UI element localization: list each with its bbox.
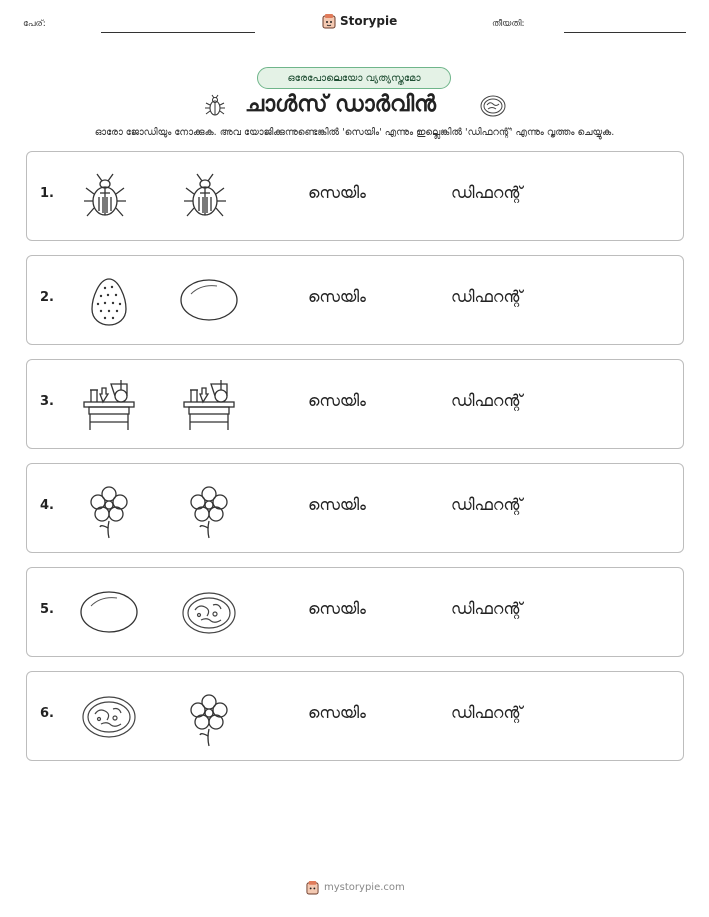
- question-row-3: [26, 359, 684, 449]
- fossil-pie-icon: [181, 590, 237, 636]
- lab-table-icon: [181, 376, 237, 432]
- instructions: ഓരോ ജോഡിയും നോക്കുക. അവ യോജിക്കുന്നുണ്ടെങ്കിൽ 'സെയിം' എന്നും ഇല്ലെങ്കിൽ 'ഡിഫറന്റ്' എന്നും വൃത്തം ചെയ്യുക.: [94, 127, 615, 138]
- question-row-5: [26, 567, 684, 657]
- question-number: 5.: [40, 602, 54, 617]
- beetle-icon: [203, 94, 227, 118]
- storypie-icon: [306, 880, 319, 895]
- name-line[interactable]: [101, 32, 255, 33]
- question-number: 6.: [40, 706, 54, 721]
- date-line[interactable]: [564, 32, 686, 33]
- different-option[interactable]: ഡിഫറന്റ്: [451, 391, 523, 410]
- beetle-icon: [81, 172, 129, 220]
- beetle-icon: [181, 172, 229, 220]
- same-option[interactable]: സെയിം: [308, 599, 366, 618]
- same-option[interactable]: സെയിം: [308, 183, 366, 202]
- question-row-1: [26, 151, 684, 241]
- flower-icon: [185, 480, 233, 540]
- different-option[interactable]: ഡിഫറന്റ്: [451, 703, 523, 722]
- fossil-icon: [479, 94, 507, 118]
- question-row-4: [26, 463, 684, 553]
- footer-url[interactable]: mystorypie.com: [324, 882, 405, 893]
- flower-icon: [85, 480, 133, 540]
- question-row-6: [26, 671, 684, 761]
- smooth-stone-icon: [179, 276, 239, 324]
- fossil-pie-icon: [81, 694, 137, 740]
- question-number: 4.: [40, 498, 54, 513]
- name-label: പേര്:: [23, 19, 46, 29]
- question-number: 1.: [40, 186, 54, 201]
- page-title: ചാൾസ് ഡാർവിൻ: [245, 92, 436, 117]
- question-row-2: [26, 255, 684, 345]
- date-label: തീയതി:: [492, 19, 525, 29]
- different-option[interactable]: ഡിഫറന്റ്: [451, 183, 523, 202]
- same-option[interactable]: സെയിം: [308, 495, 366, 514]
- smooth-stone-icon: [79, 588, 139, 636]
- brand-logo: [322, 13, 397, 29]
- spotted-egg-icon: [89, 276, 129, 328]
- different-option[interactable]: ഡിഫറന്റ്: [451, 287, 523, 306]
- lab-table-icon: [81, 376, 137, 432]
- brand-name: Storypie: [340, 14, 398, 28]
- question-number: 2.: [40, 290, 54, 305]
- same-option[interactable]: സെയിം: [308, 287, 366, 306]
- footer: [306, 880, 405, 895]
- worksheet-type-badge: ഒരേപോലെയോ വ്യത്യസ്തമോ: [257, 67, 451, 89]
- different-option[interactable]: ഡിഫറന്റ്: [451, 495, 523, 514]
- same-option[interactable]: സെയിം: [308, 703, 366, 722]
- storypie-icon: [322, 13, 336, 29]
- question-number: 3.: [40, 394, 54, 409]
- flower-icon: [185, 688, 233, 748]
- different-option[interactable]: ഡിഫറന്റ്: [451, 599, 523, 618]
- same-option[interactable]: സെയിം: [308, 391, 366, 410]
